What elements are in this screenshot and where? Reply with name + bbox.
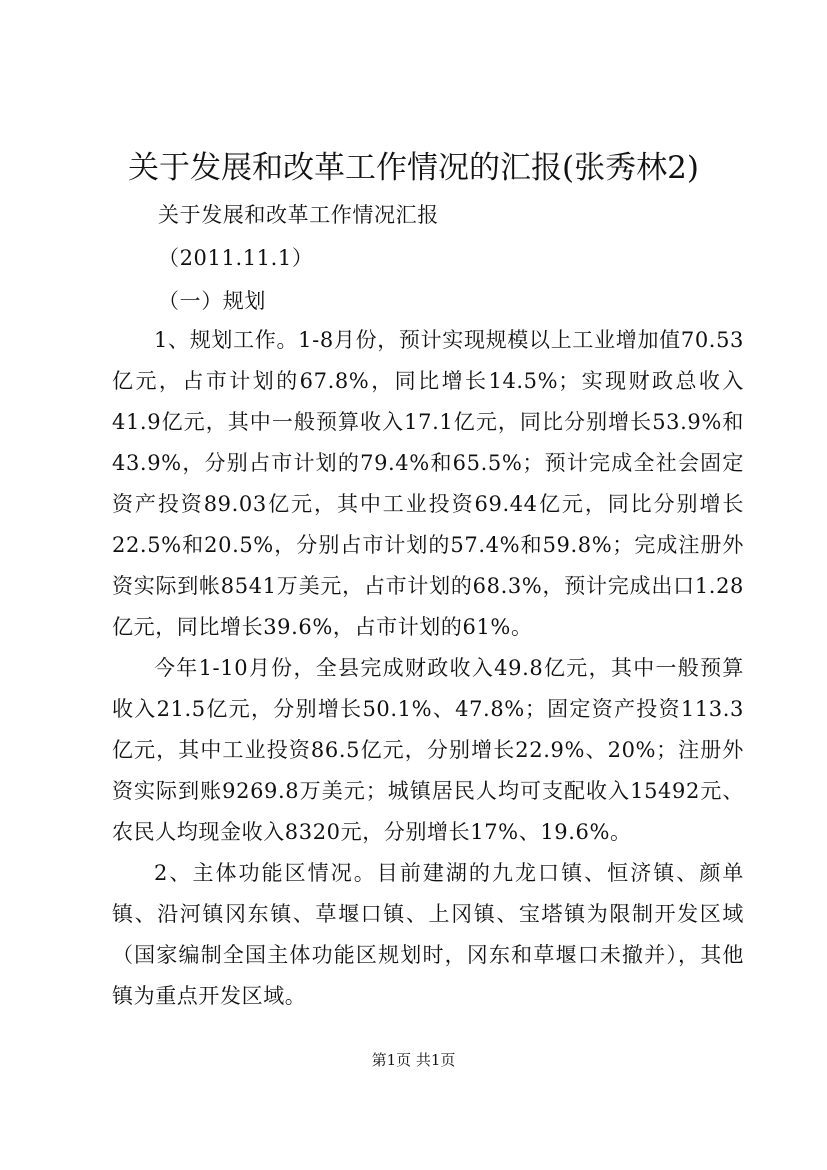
- paragraph-planning-work: 1、规划工作。1-8月份，预计实现规模以上工业增加值70.53亿元，占市计划的67.8%，同比增长14.5%；实现财政总收入41.9亿元，其中一般预算收入17.1亿元，同比分别增长53.9%和43.9%，分别占市计划的79.4%和65.5%；预计完成全社会固定资产投资89.03亿元，其中工业投资69.44亿元，同比分别增长22.5%和20.5%，分别占市计划的57.4%和59.8%；完成注册外资实际到帐8541万美元，占市计划的68.3%，预计完成出口1.28亿元，同比增长39.6%，占市计划的61%。: [112, 328, 744, 639]
- document-subtitle: 关于发展和改革工作情况汇报: [158, 203, 439, 227]
- paragraph-functional-zones: 2、主体功能区情况。目前建湖的九龙口镇、恒济镇、颜单镇、沿河镇冈东镇、草堰口镇、上冈镇、宝塔镇为限制开发区域（国家编制全国主体功能区规划时，冈东和草堰口未撤并），其他镇为重点开发区域。: [112, 861, 744, 1008]
- document-title: 关于发展和改革工作情况的汇报(张秀林2): [128, 150, 699, 186]
- paragraph-county-statistics: 今年1-10月份，全县完成财政收入49.8亿元，其中一般预算收入21.5亿元，分别增长50.1%、47.8%；固定资产投资113.3亿元，其中工业投资86.5亿元，分别增长22.9%、20%；注册外资实际到账9269.8万美元；城镇居民人均可支配收入15492元、农民人均现金收入8320元，分别增长17%、19.6%。: [112, 656, 744, 844]
- section-heading: （一）规划: [158, 289, 266, 313]
- page-footer: 第1页 共1页: [371, 1051, 456, 1069]
- document-date: （2011.11.1）: [158, 246, 314, 270]
